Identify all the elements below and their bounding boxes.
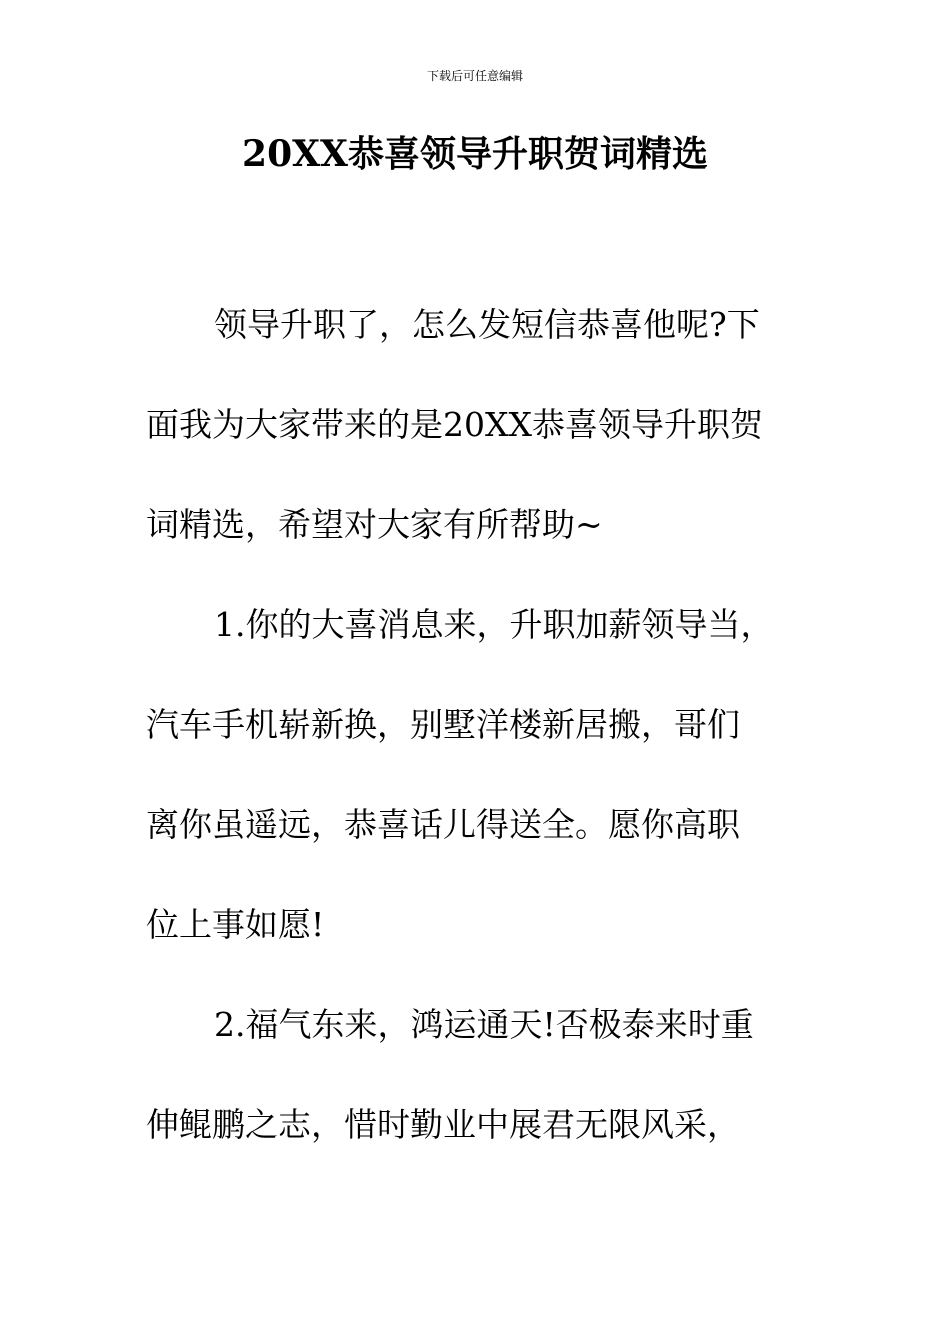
document-title: 20XX恭喜领导升职贺词精选: [242, 133, 708, 175]
body-line: 伸鲲鹏之志，惜时勤业中展君无限风采，: [146, 1105, 740, 1144]
body-line: 2.福气东来，鸿运通天!否极泰来时重: [214, 1005, 754, 1044]
body-line: 1.你的大喜消息来，升职加薪领导当，: [214, 605, 774, 644]
body-line: 领导升职了，怎么发短信恭喜他呢?下: [214, 305, 760, 344]
body-line: 位上事如愿!: [146, 905, 325, 944]
body-line: 面我为大家带来的是20XX恭喜领导升职贺: [146, 405, 763, 444]
body-line: 离你虽遥远，恭喜话儿得送全。愿你高职: [146, 805, 740, 844]
header-note: 下载后可任意编辑: [426, 69, 523, 83]
body-line: 汽车手机崭新换，别墅洋楼新居搬，哥们: [146, 705, 740, 744]
body-line: 词精选，希望对大家有所帮助~: [146, 505, 603, 544]
